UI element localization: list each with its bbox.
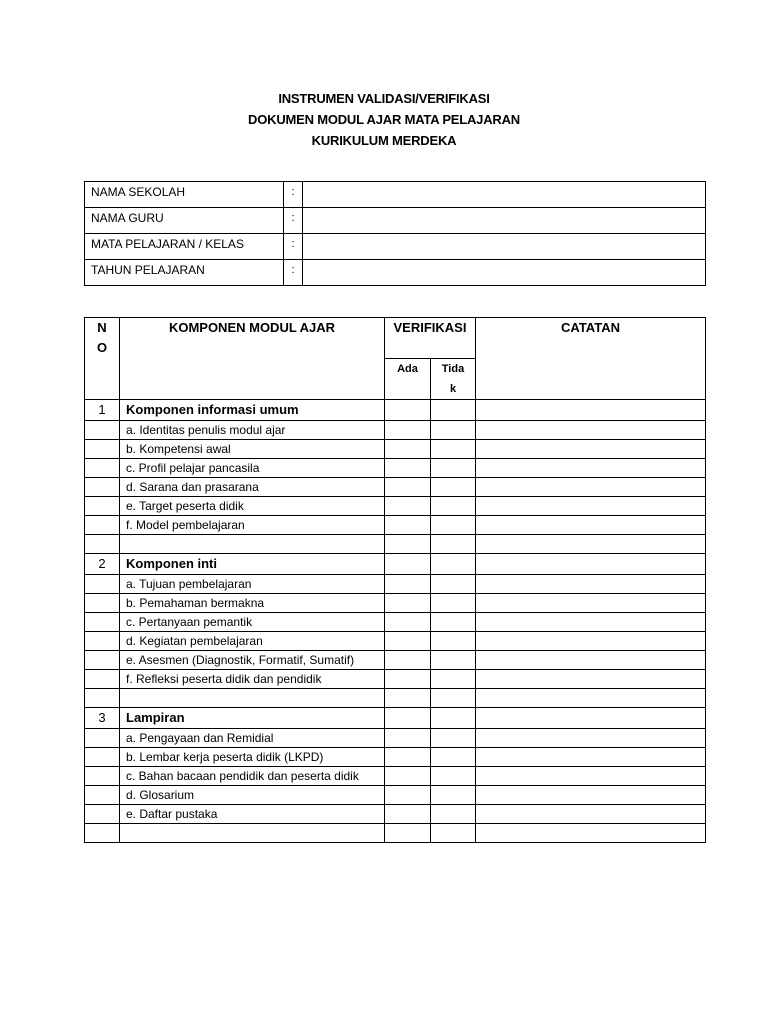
item-label: b. Pemahaman bermakna <box>120 594 385 613</box>
info-label: NAMA GURU <box>85 208 284 234</box>
check-tidak-cell[interactable] <box>431 421 476 440</box>
blank-cell <box>120 535 385 554</box>
blank-cell <box>85 824 120 843</box>
table-row <box>85 767 706 786</box>
check-tidak-cell[interactable] <box>431 554 476 575</box>
section-title: Komponen inti <box>120 554 385 575</box>
item-label: c. Pertanyaan pemantik <box>120 613 385 632</box>
info-colon: : <box>284 208 303 234</box>
info-row-academic-year <box>85 260 706 286</box>
check-tidak-cell[interactable] <box>431 497 476 516</box>
check-ada-cell[interactable] <box>385 786 431 805</box>
catatan-cell[interactable] <box>476 554 706 575</box>
check-ada-cell[interactable] <box>385 575 431 594</box>
section-row <box>85 400 706 421</box>
section-number: 1 <box>85 400 120 421</box>
check-tidak-cell[interactable] <box>431 729 476 748</box>
info-value-field[interactable] <box>303 182 706 208</box>
check-ada-cell[interactable] <box>385 767 431 786</box>
row-number-cell <box>85 478 120 497</box>
check-tidak-cell[interactable] <box>431 670 476 689</box>
check-ada-cell[interactable] <box>385 497 431 516</box>
catatan-cell[interactable] <box>476 824 706 843</box>
info-value-field[interactable] <box>303 234 706 260</box>
identity-table <box>84 181 706 286</box>
table-row <box>85 748 706 767</box>
row-number-cell <box>85 440 120 459</box>
check-ada-cell[interactable] <box>385 594 431 613</box>
check-tidak-cell[interactable] <box>431 575 476 594</box>
title-line-2: DOKUMEN MODUL AJAR MATA PELAJARAN <box>248 112 520 127</box>
item-label: b. Kompetensi awal <box>120 440 385 459</box>
row-number-cell <box>85 516 120 535</box>
section-title: Lampiran <box>120 708 385 729</box>
section-number: 2 <box>85 554 120 575</box>
table-row <box>85 516 706 535</box>
row-number-cell <box>85 497 120 516</box>
table-row <box>85 729 706 748</box>
check-tidak-cell[interactable] <box>431 824 476 843</box>
blank-row <box>85 689 706 708</box>
check-tidak-cell[interactable] <box>431 516 476 535</box>
table-row <box>85 632 706 651</box>
item-label: f. Model pembelajaran <box>120 516 385 535</box>
item-label: a. Tujuan pembelajaran <box>120 575 385 594</box>
item-label: e. Target peserta didik <box>120 497 385 516</box>
item-label: d. Kegiatan pembelajaran <box>120 632 385 651</box>
section-title: Komponen informasi umum <box>120 400 385 421</box>
check-ada-cell[interactable] <box>385 708 431 729</box>
blank-cell <box>120 824 385 843</box>
catatan-cell[interactable] <box>476 651 706 670</box>
info-colon: : <box>284 182 303 208</box>
item-label: f. Refleksi peserta didik dan pendidik <box>120 670 385 689</box>
catatan-cell[interactable] <box>476 670 706 689</box>
check-tidak-cell[interactable] <box>431 689 476 708</box>
blank-row <box>85 535 706 554</box>
catatan-cell[interactable] <box>476 786 706 805</box>
check-tidak-cell[interactable] <box>431 651 476 670</box>
check-ada-cell[interactable] <box>385 535 431 554</box>
check-tidak-cell[interactable] <box>431 459 476 478</box>
catatan-cell[interactable] <box>476 594 706 613</box>
check-tidak-cell[interactable] <box>431 440 476 459</box>
row-number-cell <box>85 575 120 594</box>
check-tidak-cell[interactable] <box>431 767 476 786</box>
check-ada-cell[interactable] <box>385 440 431 459</box>
catatan-cell[interactable] <box>476 708 706 729</box>
item-label: a. Pengayaan dan Remidial <box>120 729 385 748</box>
info-row-teacher <box>85 208 706 234</box>
table-row <box>85 440 706 459</box>
info-colon: : <box>284 234 303 260</box>
catatan-cell[interactable] <box>476 729 706 748</box>
table-header-row <box>85 318 706 359</box>
check-ada-cell[interactable] <box>385 478 431 497</box>
catatan-cell[interactable] <box>476 805 706 824</box>
check-tidak-cell[interactable] <box>431 478 476 497</box>
catatan-cell[interactable] <box>476 478 706 497</box>
table-row <box>85 670 706 689</box>
check-ada-cell[interactable] <box>385 748 431 767</box>
table-row <box>85 459 706 478</box>
check-tidak-cell[interactable] <box>431 786 476 805</box>
check-tidak-cell[interactable] <box>431 748 476 767</box>
info-row-school <box>85 182 706 208</box>
table-row <box>85 478 706 497</box>
row-number-cell <box>85 459 120 478</box>
header-catatan: CATATAN <box>476 318 706 400</box>
info-label: MATA PELAJARAN / KELAS <box>85 234 284 260</box>
document-title <box>0 88 768 151</box>
header-komponen: KOMPONEN MODUL AJAR <box>120 318 385 400</box>
check-tidak-cell[interactable] <box>431 632 476 651</box>
header-no: NO <box>85 318 120 400</box>
header-tidak: Tidak <box>431 359 476 400</box>
header-verifikasi: VERIFIKASI <box>385 318 476 359</box>
table-row <box>85 575 706 594</box>
blank-cell <box>85 689 120 708</box>
info-value-field[interactable] <box>303 208 706 234</box>
table-row <box>85 805 706 824</box>
item-label: b. Lembar kerja peserta didik (LKPD) <box>120 748 385 767</box>
catatan-cell[interactable] <box>476 400 706 421</box>
row-number-cell <box>85 421 120 440</box>
table-row <box>85 651 706 670</box>
section-row <box>85 708 706 729</box>
catatan-cell[interactable] <box>476 535 706 554</box>
verification-table <box>84 317 706 843</box>
row-number-cell <box>85 594 120 613</box>
catatan-cell[interactable] <box>476 421 706 440</box>
item-label: e. Daftar pustaka <box>120 805 385 824</box>
check-ada-cell[interactable] <box>385 670 431 689</box>
item-label: d. Glosarium <box>120 786 385 805</box>
row-number-cell <box>85 651 120 670</box>
title-line-1: INSTRUMEN VALIDASI/VERIFIKASI <box>278 91 490 106</box>
check-ada-cell[interactable] <box>385 516 431 535</box>
check-ada-cell[interactable] <box>385 421 431 440</box>
catatan-cell[interactable] <box>476 632 706 651</box>
blank-row <box>85 824 706 843</box>
catatan-cell[interactable] <box>476 497 706 516</box>
check-ada-cell[interactable] <box>385 400 431 421</box>
row-number-cell <box>85 613 120 632</box>
check-ada-cell[interactable] <box>385 554 431 575</box>
catatan-cell[interactable] <box>476 459 706 478</box>
check-tidak-cell[interactable] <box>431 594 476 613</box>
row-number-cell <box>85 767 120 786</box>
table-row <box>85 497 706 516</box>
info-label: TAHUN PELAJARAN <box>85 260 284 286</box>
row-number-cell <box>85 805 120 824</box>
check-ada-cell[interactable] <box>385 689 431 708</box>
row-number-cell <box>85 632 120 651</box>
check-ada-cell[interactable] <box>385 459 431 478</box>
check-tidak-cell[interactable] <box>431 400 476 421</box>
row-number-cell <box>85 748 120 767</box>
item-label: c. Profil pelajar pancasila <box>120 459 385 478</box>
check-tidak-cell[interactable] <box>431 613 476 632</box>
table-row <box>85 421 706 440</box>
catatan-cell[interactable] <box>476 748 706 767</box>
catatan-cell[interactable] <box>476 575 706 594</box>
check-tidak-cell[interactable] <box>431 708 476 729</box>
blank-cell <box>85 535 120 554</box>
row-number-cell <box>85 729 120 748</box>
check-tidak-cell[interactable] <box>431 535 476 554</box>
row-number-cell <box>85 670 120 689</box>
catatan-cell[interactable] <box>476 516 706 535</box>
item-label: c. Bahan bacaan pendidik dan peserta didik <box>120 767 385 786</box>
header-ada: Ada <box>385 359 431 400</box>
section-row <box>85 554 706 575</box>
info-row-subject-class <box>85 234 706 260</box>
info-colon: : <box>284 260 303 286</box>
item-label: e. Asesmen (Diagnostik, Formatif, Sumatif) <box>120 651 385 670</box>
check-ada-cell[interactable] <box>385 613 431 632</box>
info-value-field[interactable] <box>303 260 706 286</box>
table-row <box>85 594 706 613</box>
section-number: 3 <box>85 708 120 729</box>
item-label: a. Identitas penulis modul ajar <box>120 421 385 440</box>
info-label: NAMA SEKOLAH <box>85 182 284 208</box>
catatan-cell[interactable] <box>476 767 706 786</box>
table-row <box>85 786 706 805</box>
check-ada-cell[interactable] <box>385 651 431 670</box>
catatan-cell[interactable] <box>476 689 706 708</box>
catatan-cell[interactable] <box>476 440 706 459</box>
table-row <box>85 613 706 632</box>
check-ada-cell[interactable] <box>385 632 431 651</box>
item-label: d. Sarana dan prasarana <box>120 478 385 497</box>
title-line-3: KURIKULUM MERDEKA <box>311 133 457 148</box>
catatan-cell[interactable] <box>476 613 706 632</box>
check-ada-cell[interactable] <box>385 824 431 843</box>
row-number-cell <box>85 786 120 805</box>
check-ada-cell[interactable] <box>385 729 431 748</box>
check-ada-cell[interactable] <box>385 805 431 824</box>
check-tidak-cell[interactable] <box>431 805 476 824</box>
blank-cell <box>120 689 385 708</box>
